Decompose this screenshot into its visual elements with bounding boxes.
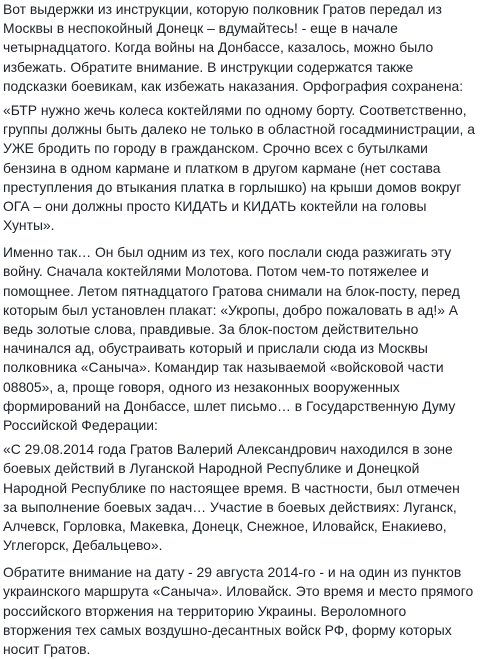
- text-line: 08805», а, проще говоря, одного из незаконных вооруженных: [3, 378, 400, 395]
- text-line: помощнее. Летом пятнадцатого Гратова снимали на блок-посту, перед: [3, 282, 460, 299]
- paragraph-quote-letter: [3, 440, 492, 555]
- paragraph-spacer: [3, 555, 492, 563]
- post-text: [3, 0, 492, 659]
- text-line: Обратите внимание на дату - 29 августа 2014-го - и на один из пунктов: [3, 564, 462, 581]
- text-line: начинался ад, обустраивать который и прислали сюда из Москвы: [3, 340, 428, 357]
- text-line: вторжения тех самых воздушно-десантных войск РФ, форму которых: [3, 621, 452, 638]
- text-line: Вот выдержки из инструкции, которую полковник Гратов передал из: [3, 1, 442, 17]
- text-line: Алчевск, Горловка, Макевка, Донецк, Снежное, Иловайск, Енакиево,: [3, 517, 447, 534]
- text-line: полковника «Саныча». Командир так называемой «войсковой части: [3, 359, 444, 376]
- text-line: Хунты».: [3, 217, 55, 234]
- text-line: Углегорск, Дебальцево».: [3, 537, 163, 554]
- text-line: ведь золотые слова, правдивые. За блок-постом действительно: [3, 321, 419, 337]
- paragraph-quote-instructions: [3, 101, 492, 235]
- paragraph-body-1: [3, 243, 492, 435]
- text-line: «БТР нужно жечь колеса коктейлями по одному борту. Соответственно,: [3, 101, 467, 118]
- text-line: четырнадцатого. Когда войны на Донбассе, казалось, можно было: [3, 39, 434, 56]
- text-line: боевых действий в Луганской Народной Республике и Донецкой: [3, 460, 420, 477]
- text-line: российского вторжения на территорию Украины. Вероломного: [3, 602, 407, 619]
- text-line: Народной Республике по настоящее время. В частности, был отмечен: [3, 479, 460, 496]
- paragraph-intro: [3, 0, 492, 96]
- text-line: бензина в одном кармане и платком в другом кармане (нет состава: [3, 159, 441, 176]
- text-line: группы должны быть далеко не только в областной госадминистрации, а: [3, 121, 475, 138]
- text-line: Российской Федерации:: [3, 416, 158, 433]
- text-line: УЖЕ бродить по городу в гражданском. Срочно всех с бутылками: [3, 140, 428, 157]
- text-line: формирований на Донбассе, шлет письмо… в Государственную Думу: [3, 397, 456, 414]
- text-line: Именно так… Он был одним из тех, кого послали сюда разжигать эту: [3, 244, 452, 261]
- paragraph-spacer: [3, 235, 492, 243]
- text-line: избежать. Обратите внимание. В инструкции содержатся также: [3, 58, 414, 75]
- text-line: подсказки боевикам, как избежать наказания. Орфография сохранена:: [3, 77, 464, 94]
- text-line: ОГА – они должны просто КИДАТЬ и КИДАТЬ коктейли на головы: [3, 197, 427, 214]
- paragraph-body-2: [3, 563, 492, 659]
- text-line: Москвы в неспокойный Донецк – вдумайтесь! - еще в начале: [3, 20, 398, 37]
- text-line: войну. Сначала коктейлями Молотова. Потом чем-то потяжелее и: [3, 263, 429, 280]
- text-line: украинского маршрута «Саныча». Иловайск. Это время и место прямого: [3, 583, 474, 600]
- text-line: «С 29.08.2014 года Гратов Валерий Александрович находился в зоне: [3, 441, 453, 458]
- text-line: за выполнение боевых задач… Участие в боевых действиях: Луганск,: [3, 498, 457, 515]
- text-line: преступления до втыкания платка в горлышко) на крыши домов вокруг: [3, 178, 462, 195]
- text-line: носит Гратов.: [3, 641, 91, 657]
- text-line: которым был установлен плакат: «Укропы, добро пожаловать в ад!» А: [3, 301, 459, 318]
